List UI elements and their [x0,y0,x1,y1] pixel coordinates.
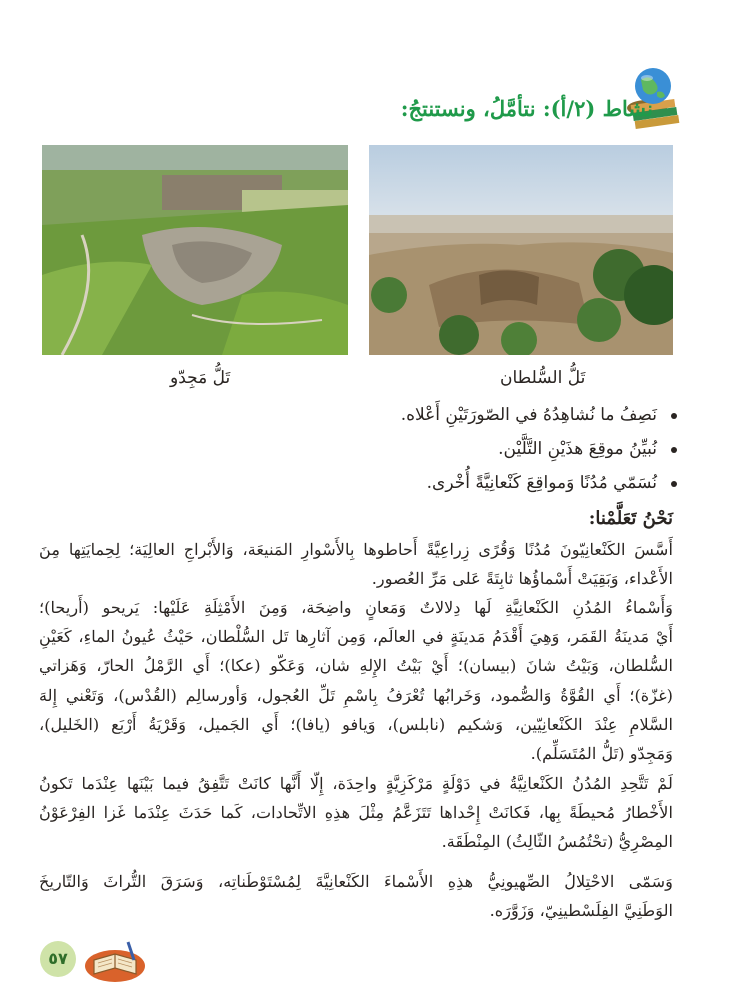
list-item: نُبيِّنُ موقِعَ هذَيْنِ التَّلَّيْن. [179,432,679,466]
text-line: الأَعْداء، وَبَقِيَتْ أَسْماؤُها ثابِتَةً عَلى مَرِّ العُصور. [371,569,673,589]
text-line: لَمْ تَتَّحِدِ المُدُنُ الكَنْعانِيَّةُ في دَوْلَةٍ مَرْكَزِيَّةٍ واحِدَة، إِلّا أَنَّها كانَتْ تَتَّفِقُ فيما بَيْنَها عِنْدَما تَكونُ [39,774,673,793]
paragraph-4 [39,867,673,925]
text-line: أَيْ مَدينَةُ القَمَر، وَهِيَ أَقْدَمُ مَدينَةٍ في العالَم، وَمِن آثارِها تَل السُّلْطان، حَيْثُ عُيونُ الماءِ، كَعَيْنِ [39,627,673,647]
tell-megiddo-photo [42,145,348,355]
paragraph-3 [39,769,673,857]
text-line: الأَخْطارُ مُحيطَةً بِها، فَكانَتْ إِحْداها تَتَزَعَّمُ مِثْلَ هذِهِ الاتِّحادات، كَما حَدَثَ عِنْدَما غَزا الفِرْعَوْنُ [39,803,673,823]
text-line: الوَطَنِيَّ الفِلَسْطينِيّ، وَزَوَّرَه. [489,901,673,921]
tell-megiddo-caption: تَلُّ مَجِدّو [170,368,231,388]
activity-title: نشاط (٢/أ): نتأمَّلُ، ونستنتجُ: [400,96,653,121]
text-line: السَّلامِ عِنْدَ الكَنْعانِيّين، وَشكيم (نابلس)، وَيافو (يافا)؛ أَي الجَميل، وَقَرْيَةُ أَرْبَع (الخَليل)، [39,714,673,734]
list-item: نَصِفُ ما نُشاهِدُهُ في الصّورَتَيْنِ أَعْلاه. [179,398,679,432]
open-book-icon [84,936,146,984]
paragraph-2 [39,593,673,768]
page-number: ٥٧ [40,941,76,977]
text-line: وَسَمّى الاحْتِلالُ الصِّهيونِيُّ هذِهِ الأَسْماءَ الكَنْعانِيَّةَ لِمُسْتَوْطَناتِه، وَسَرَقَ التُّراثَ وَالتّاريخَ [39,872,673,891]
tell-es-sultan-photo [369,145,673,355]
text-line: المِصْرِيُّ (تحْتُمُسُ الثّالِثُ) المِنْطَقَة. [441,832,673,852]
text-line: وَأَسْماءُ المُدُنِ الكَنْعانِيَّةِ لَها دِلالاتٌ وَمَعانٍ واضِحَة، وَمِنَ الأَمْثِلَةِ عَلَيْها: يَريحو (أَريحا)؛ [39,598,673,617]
text-line: أَسَّسَ الكَنْعانِيّونَ مُدُنًا وَقُرًى زِراعِيَّةً أَحاطوها بِالأَسْوارِ المَنيعَة، وَالأَبْراجِ العالِيَة؛ لِحِمايَتِها مِنَ [39,540,673,559]
text-line: (غزّة)؛ أَي القُوَّةُ وَالصُّمود، وَخَرابُها تُعْرَفُ بِاسْمِ تَلِّ العُجول، وَأورسالِم (القُدْس)، وَتَعْني إِلهَ [39,685,673,705]
activity-tasks-list [179,398,679,500]
learn-heading: نَحْنُ تَعَلَّمْنا: [588,508,673,529]
text-line: السُّلطان، وَبَيْتُ شانَ (بيسان)؛ أَيْ بَيْتُ الإِلهِ شان، وَعَكّو (عكا)؛ أَي الرَّمْلُ الحارّ، وَهَزاتي [39,656,673,676]
list-item: نُسَمّي مُدُنًا وَمواقِعَ كَنْعانِيَّةً أُخْرى. [179,466,679,500]
text-line: وَمَجِدّو (تَلُّ المُتَسَلِّم). [530,744,673,764]
tell-es-sultan-caption: تَلُّ السُّلطان [500,368,586,388]
paragraph-1 [39,535,673,593]
